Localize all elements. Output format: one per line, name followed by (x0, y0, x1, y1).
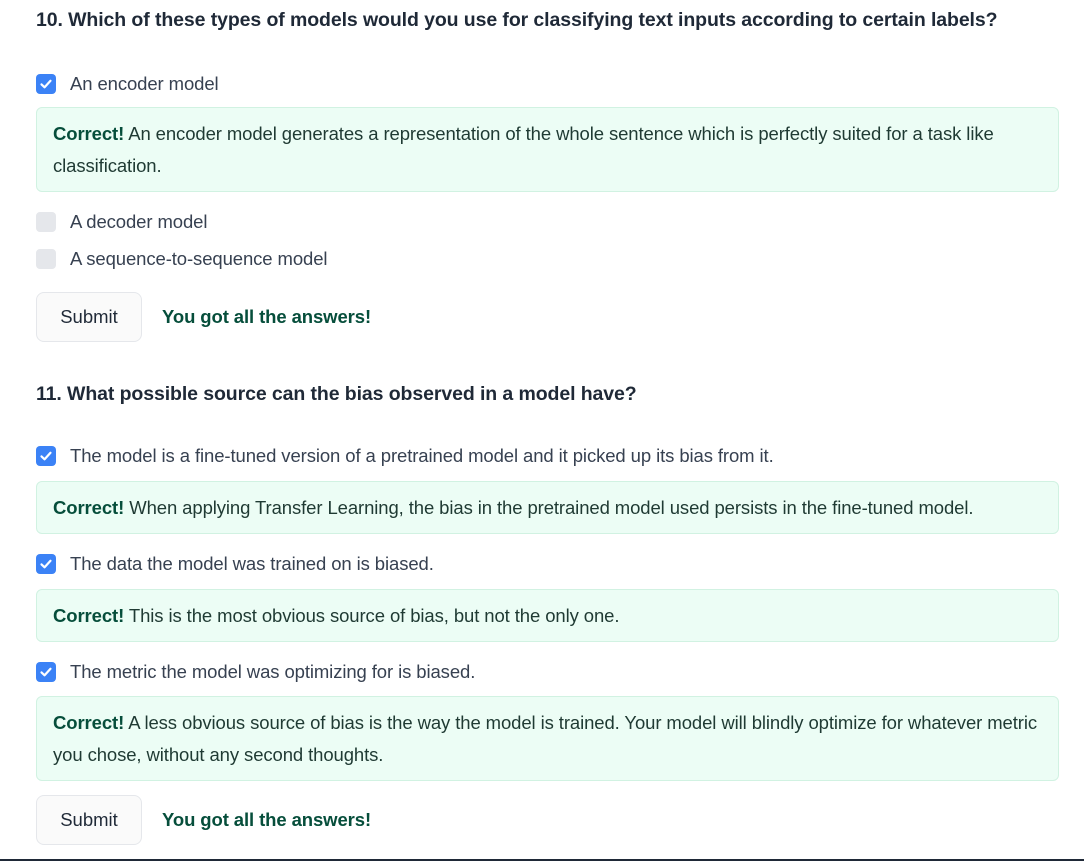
option-label: A decoder model (70, 211, 208, 232)
question-10-title: 10. Which of these types of models would you use for classifying text inputs according to certain labels? (36, 9, 998, 31)
feedback-correct-label: Correct! (53, 605, 125, 626)
option-label: A sequence-to-sequence model (70, 248, 328, 269)
feedback-correct-label: Correct! (53, 712, 125, 733)
checked-checkbox-icon[interactable] (36, 554, 56, 574)
feedback-correct-label: Correct! (53, 123, 125, 144)
feedback-text: A less obvious source of bias is the way the model is trained. Your model will blindly optimize for whatever metric you chose, without any second thoughts. (53, 712, 1037, 765)
feedback-text: An encoder model generates a representation of the whole sentence which is perfectly suited for a task like classification. (53, 123, 994, 176)
question-11-title: 11. What possible source can the bias observed in a model have? (36, 383, 637, 405)
checked-checkbox-icon[interactable] (36, 446, 56, 466)
option-label: The model is a fine-tuned version of a pretrained model and it picked up its bias from it. (70, 445, 774, 466)
question-11-submit-row (36, 795, 371, 845)
question-10-submit-row (36, 292, 371, 342)
feedback-correct-label: Correct! (53, 497, 125, 518)
unchecked-checkbox-icon[interactable] (36, 249, 56, 269)
question-11-option-data[interactable] (36, 552, 434, 576)
question-10-option-seq2seq[interactable] (36, 247, 327, 271)
checked-checkbox-icon[interactable] (36, 662, 56, 682)
feedback-correct-box (36, 589, 1059, 642)
feedback-correct-box (36, 107, 1059, 192)
feedback-text: This is the most obvious source of bias, but not the only one. (128, 605, 620, 626)
unchecked-checkbox-icon[interactable] (36, 212, 56, 232)
option-label: The metric the model was optimizing for is biased. (70, 661, 476, 682)
question-11-option-metric[interactable] (36, 660, 475, 684)
option-label: An encoder model (70, 73, 219, 94)
submit-button[interactable]: Submit (36, 292, 142, 342)
feedback-correct-box (36, 696, 1059, 781)
checked-checkbox-icon[interactable] (36, 74, 56, 94)
result-message: You got all the answers! (162, 809, 372, 830)
question-11-option-finetuned[interactable] (36, 444, 774, 468)
question-10-option-decoder[interactable] (36, 210, 207, 234)
feedback-correct-box (36, 481, 1059, 534)
feedback-text: When applying Transfer Learning, the bias in the pretrained model used persists in the fine-tuned model. (129, 497, 974, 518)
question-10-option-encoder[interactable] (36, 72, 219, 96)
option-label: The data the model was trained on is biased. (70, 553, 434, 574)
submit-button[interactable]: Submit (36, 795, 142, 845)
result-message: You got all the answers! (162, 306, 372, 327)
